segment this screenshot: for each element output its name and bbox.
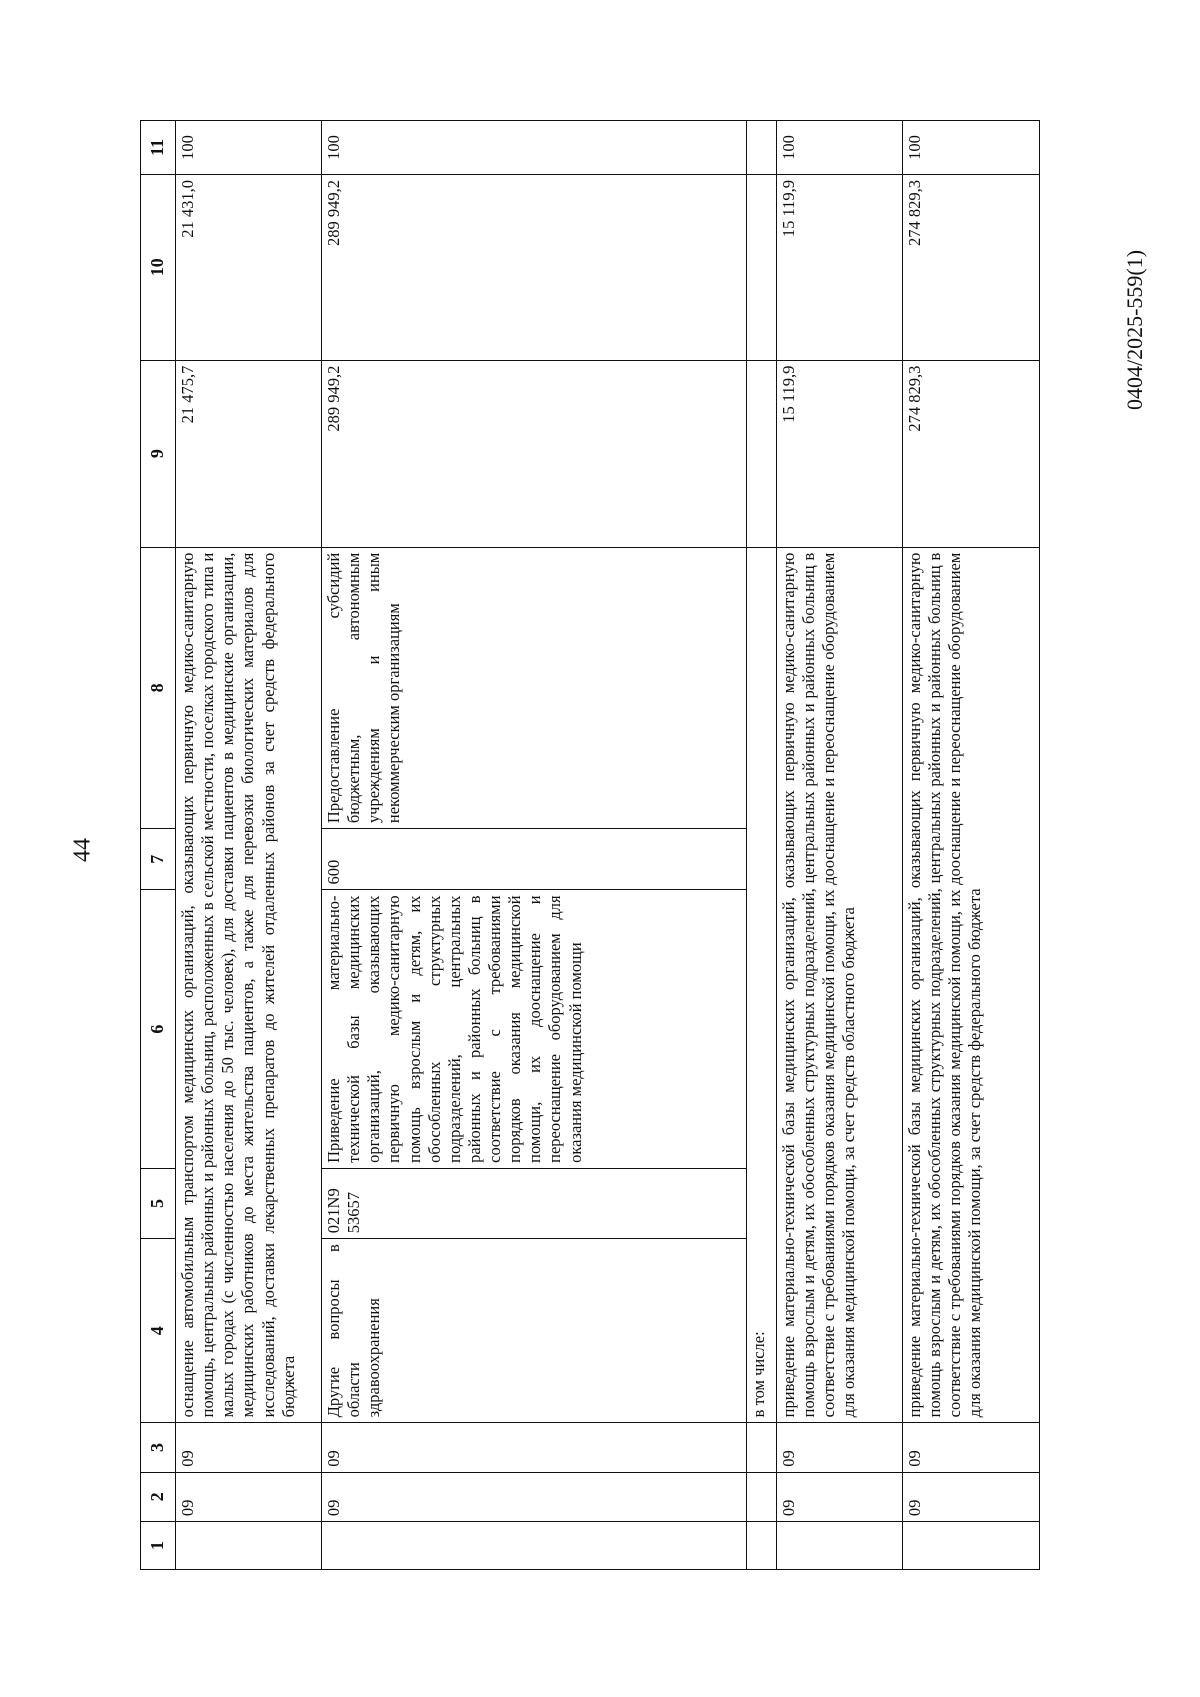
document-code: 0404/2025-559(1) xyxy=(1122,249,1147,411)
table-cell xyxy=(777,1522,903,1570)
table-cell: 09 xyxy=(322,1423,747,1472)
table-cell: 09 xyxy=(777,1423,903,1472)
col-header: 8 xyxy=(141,547,176,828)
table-cell: 09 xyxy=(176,1472,322,1521)
table-cell: Предоставление субсидий бюджетным, автономным учреждениям и иным некоммерческим организациям xyxy=(322,547,747,828)
percent-cell: 100 xyxy=(777,121,903,175)
table-cell xyxy=(747,360,777,547)
table-cell xyxy=(747,1423,777,1472)
percent-cell: 100 xyxy=(176,121,322,175)
table-cell: 09 xyxy=(176,1423,322,1472)
col-header: 4 xyxy=(141,1239,176,1423)
description-cell: приведение материально-технической базы медицинских организаций, оказывающих первичную медико-санитарную помощь взрослым и детям, их обособленных структурных подразделений, центральных районных и районных больниц в соответствие с требованиями порядков оказания медицинской помощи, их дооснащение и переоснащение оборудованием для оказания медицинской помощи, за счет средств федерального бюджета xyxy=(903,547,1040,1423)
table-row xyxy=(322,121,747,1570)
table-cell: Приведение материально-технической базы медицинских организаций, оказывающих первичную медико-санитарную помощь взрослым и детям, их обособленных структурных подразделений, центральных районных и районных больниц в соответствие с требованиями порядков оказания медицинской помощи, их дооснащение и переоснащение оборудованием для оказания медицинской помощи xyxy=(322,890,747,1168)
table-cell xyxy=(747,121,777,175)
table-cell: 09 xyxy=(903,1423,1040,1472)
table-cell: 600 xyxy=(322,829,747,890)
table-row xyxy=(903,121,1040,1570)
table-row xyxy=(777,121,903,1570)
table-cell: 09 xyxy=(903,1472,1040,1521)
amount-cell: 289 949,2 xyxy=(322,360,747,547)
percent-cell: 100 xyxy=(322,121,747,175)
table-row xyxy=(747,121,777,1570)
amount-cell: 274 829,3 xyxy=(903,360,1040,547)
table-cell xyxy=(176,1522,322,1570)
col-header: 9 xyxy=(141,360,176,547)
col-header: 3 xyxy=(141,1423,176,1472)
budget-table xyxy=(140,120,1040,1570)
col-header: 1 xyxy=(141,1522,176,1570)
table-cell xyxy=(747,1522,777,1570)
amount-cell: 289 949,2 xyxy=(322,174,747,360)
table-cell xyxy=(747,174,777,360)
amount-cell: 274 829,3 xyxy=(903,174,1040,360)
col-header: 5 xyxy=(141,1168,176,1238)
amount-cell: 21 431,0 xyxy=(176,174,322,360)
percent-cell: 100 xyxy=(903,121,1040,175)
table-cell: 021N9 53657 xyxy=(322,1168,747,1238)
description-cell: оснащение автомобильным транспортом медицинских организаций, оказывающих первичную медико-санитарную помощь, центральных районных и районных больниц, расположенных в сельской местности, поселках городского типа и малых городах (с численностью населения до 50 тыс. человек), для доставки пациентов в медицинские организации, медицинских работников до места жительства пациентов, а также для перевозки биологических материалов для исследований, доставки лекарственных препаратов до жителей отдаленных районов за счет средств федерального бюджета xyxy=(176,547,322,1423)
description-cell: приведение материально-технической базы медицинских организаций, оказывающих первичную медико-санитарную помощь взрослым и детям, их обособленных структурных подразделений, центральных районных и районных больниц в соответствие с требованиями порядков оказания медицинской помощи, их дооснащение и переоснащение оборудованием для оказания медицинской помощи, за счет средств областного бюджета xyxy=(777,547,903,1423)
subheading-cell: в том числе: xyxy=(747,547,777,1423)
col-header: 7 xyxy=(141,829,176,890)
table-cell: 09 xyxy=(777,1472,903,1521)
amount-cell: 15 119,9 xyxy=(777,360,903,547)
amount-cell: 15 119,9 xyxy=(777,174,903,360)
amount-cell: 21 475,7 xyxy=(176,360,322,547)
table-cell xyxy=(747,1472,777,1521)
col-header: 6 xyxy=(141,890,176,1168)
col-header: 2 xyxy=(141,1472,176,1521)
col-header: 10 xyxy=(141,174,176,360)
page-number: 44 xyxy=(69,838,96,862)
header-row xyxy=(141,121,176,1570)
table-cell: 09 xyxy=(322,1472,747,1521)
table-row xyxy=(176,121,322,1570)
table-cell xyxy=(903,1522,1040,1570)
col-header: 11 xyxy=(141,121,176,175)
table-cell xyxy=(322,1522,747,1570)
rotated-table-container xyxy=(140,120,1040,1570)
table-cell: Другие вопросы в области здравоохранения xyxy=(322,1239,747,1423)
